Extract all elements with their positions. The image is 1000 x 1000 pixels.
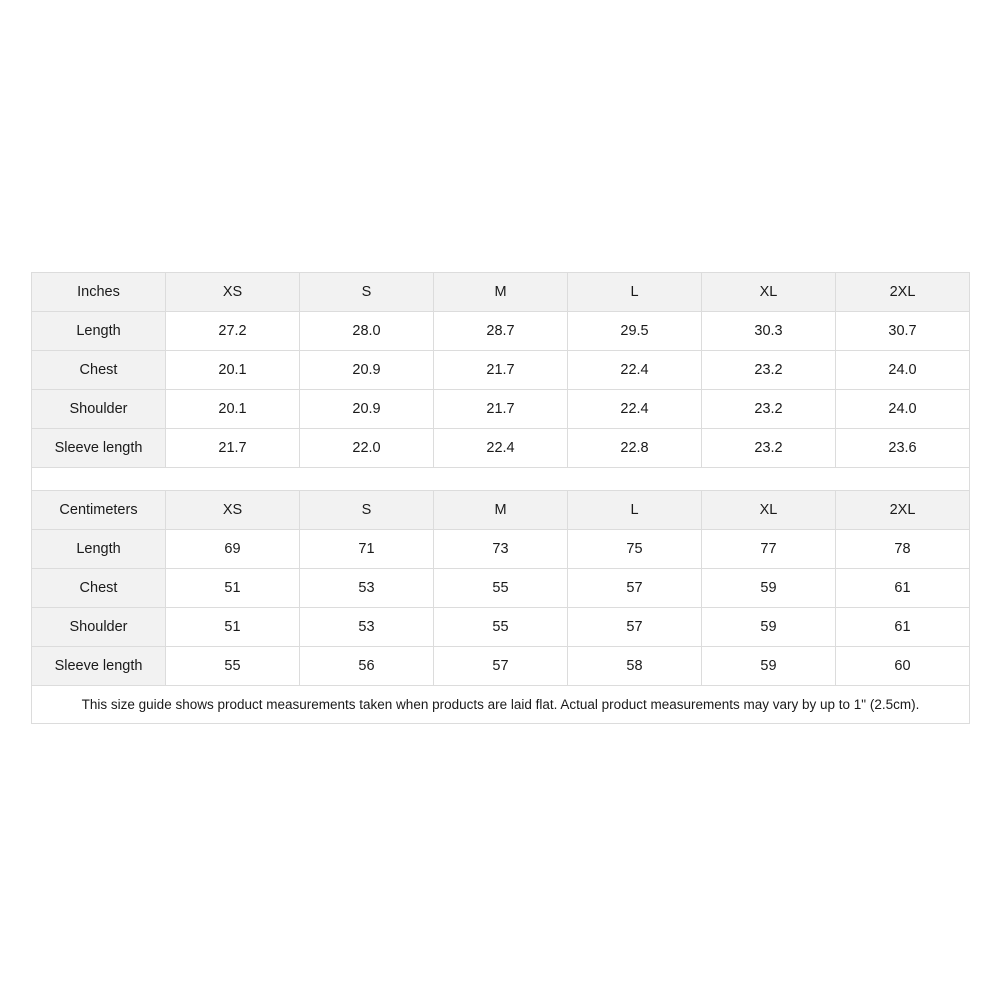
table-cell: 71 [300,530,434,569]
row-label-sleeve-length: Sleeve length [32,647,166,686]
table-cell: 53 [300,608,434,647]
section-divider [32,468,970,491]
table-cell: 55 [166,647,300,686]
size-guide-note-row [32,686,970,724]
table-cell: 51 [166,608,300,647]
table-cell: 56 [300,647,434,686]
table-cell: 53 [300,569,434,608]
table-cell: 55 [434,608,568,647]
table-cell: 29.5 [568,312,702,351]
size-guide-note: This size guide shows product measurements taken when products are laid flat. Actual product measurements may vary by up to 1" (2.5cm). [32,686,970,724]
size-header-l: L [568,273,702,312]
size-header-m: M [434,273,568,312]
size-header-2xl: 2XL [836,491,970,530]
centimeters-row-shoulder [32,608,970,647]
table-cell: 20.1 [166,390,300,429]
table-cell: 61 [836,608,970,647]
table-cell: 21.7 [434,390,568,429]
table-cell: 57 [568,608,702,647]
table-cell: 20.9 [300,351,434,390]
inches-row-shoulder [32,390,970,429]
table-cell: 22.0 [300,429,434,468]
inches-row-chest [32,351,970,390]
table-cell: 23.2 [702,429,836,468]
table-cell: 59 [702,608,836,647]
table-cell: 73 [434,530,568,569]
centimeters-row-chest [32,569,970,608]
table-cell: 22.4 [568,390,702,429]
row-label-chest: Chest [32,351,166,390]
row-label-shoulder: Shoulder [32,390,166,429]
table-cell: 22.8 [568,429,702,468]
table-cell: 22.4 [434,429,568,468]
row-label-shoulder: Shoulder [32,608,166,647]
table-cell: 61 [836,569,970,608]
row-label-length: Length [32,312,166,351]
table-cell: 51 [166,569,300,608]
table-cell: 23.2 [702,390,836,429]
row-label-length: Length [32,530,166,569]
table-cell: 22.4 [568,351,702,390]
centimeters-row-length [32,530,970,569]
table-cell: 28.0 [300,312,434,351]
size-header-m: M [434,491,568,530]
table-cell: 20.9 [300,390,434,429]
size-header-s: S [300,491,434,530]
centimeters-header-row [32,491,970,530]
table-cell: 60 [836,647,970,686]
table-cell: 21.7 [166,429,300,468]
table-cell: 59 [702,569,836,608]
table-cell: 23.6 [836,429,970,468]
table-cell: 30.3 [702,312,836,351]
centimeters-unit-header: Centimeters [32,491,166,530]
table-cell: 23.2 [702,351,836,390]
centimeters-row-sleeve-length [32,647,970,686]
table-cell: 55 [434,569,568,608]
size-guide-table [31,272,970,724]
inches-row-length [32,312,970,351]
table-cell: 28.7 [434,312,568,351]
inches-header-row [32,273,970,312]
row-label-sleeve-length: Sleeve length [32,429,166,468]
table-cell: 58 [568,647,702,686]
table-cell: 57 [434,647,568,686]
table-cell: 78 [836,530,970,569]
size-header-xs: XS [166,491,300,530]
table-cell: 57 [568,569,702,608]
table-cell: 59 [702,647,836,686]
inches-row-sleeve-length [32,429,970,468]
table-cell: 27.2 [166,312,300,351]
row-label-chest: Chest [32,569,166,608]
size-header-2xl: 2XL [836,273,970,312]
section-divider-cell [32,468,970,491]
size-header-s: S [300,273,434,312]
size-header-xs: XS [166,273,300,312]
table-cell: 20.1 [166,351,300,390]
table-cell: 75 [568,530,702,569]
inches-unit-header: Inches [32,273,166,312]
table-cell: 69 [166,530,300,569]
table-cell: 24.0 [836,351,970,390]
table-cell: 77 [702,530,836,569]
size-header-xl: XL [702,273,836,312]
size-header-l: L [568,491,702,530]
table-cell: 21.7 [434,351,568,390]
table-cell: 30.7 [836,312,970,351]
table-cell: 24.0 [836,390,970,429]
size-header-xl: XL [702,491,836,530]
